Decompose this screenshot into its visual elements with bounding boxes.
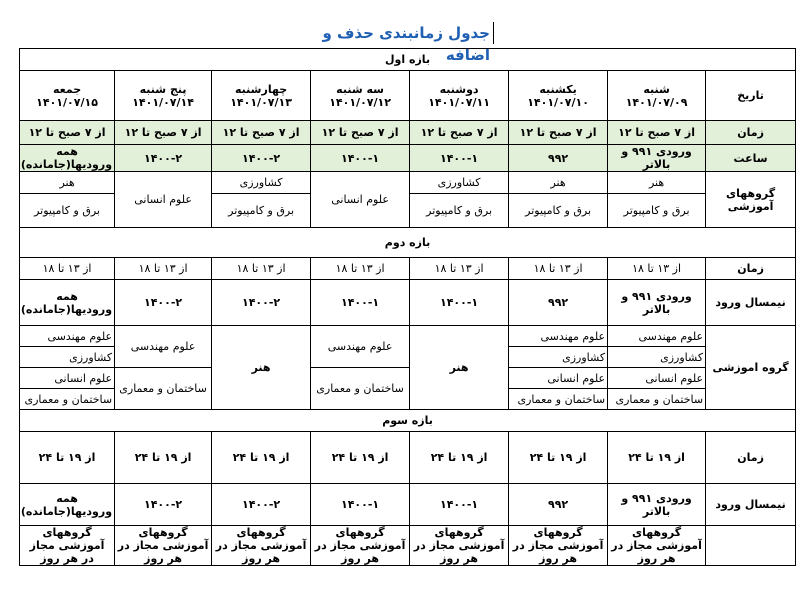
allowed-cell: گروههای آموزشی مجاز در هر روز xyxy=(608,526,706,566)
day-date: ۱۴۰۱/۰۷/۱۱ xyxy=(428,95,490,109)
date-row xyxy=(20,71,796,121)
entry-cell: ۱۴۰۰-۱ xyxy=(311,145,410,172)
period-1-title: بازه اول xyxy=(20,49,796,71)
group-cell: برق و کامپیوتر xyxy=(608,194,706,228)
time-cell: از ۷ صبح تا ۱۲ xyxy=(212,121,311,145)
time-cell: از ۱۹ تا ۲۴ xyxy=(311,432,410,484)
day-name: دوشنبه xyxy=(439,82,479,96)
allowed-cell: گروههای آموزشی مجاز در هر روز xyxy=(509,526,608,566)
allowed-cell: گروههای آموزشی مجاز در هر روز xyxy=(311,526,410,566)
semester-label: نیمسال ورود xyxy=(706,280,796,326)
group-cell: علوم انسانی xyxy=(311,172,410,228)
day-name: یکشنبه xyxy=(539,82,577,96)
p2-groups-row-c xyxy=(20,368,796,389)
time-cell: از ۱۳ تا ۱۸ xyxy=(20,258,115,280)
group-cell: علوم انسانی xyxy=(608,368,706,389)
day-name: سه شنبه xyxy=(336,82,384,96)
p3-semester-row xyxy=(20,484,796,526)
group-label: گروه اموزشی xyxy=(706,326,796,410)
group-cell: کشاورزی xyxy=(410,172,509,194)
period-3-title: بازه سوم xyxy=(20,410,796,432)
allowed-cell: گروههای آموزشی مجاز در هر روز xyxy=(212,526,311,566)
entry-cell: ورودی ۹۹۱ و بالاتر xyxy=(608,484,706,526)
page-title: جدول زمانبندی حذف و اضافه xyxy=(290,22,494,44)
entry-cell: همه ورودیها(جامانده) xyxy=(20,280,115,326)
time-cell: از ۷ صبح تا ۱۲ xyxy=(20,121,115,145)
group-cell: هنر xyxy=(20,172,115,194)
entry-cell: ورودی ۹۹۱ و بالاتر xyxy=(608,280,706,326)
entry-cell: ۱۴۰۰-۱ xyxy=(311,280,410,326)
group-cell: هنر xyxy=(608,172,706,194)
time-cell: از ۷ صبح تا ۱۲ xyxy=(608,121,706,145)
group-cell: ساختمان و معماری xyxy=(20,389,115,410)
time-cell: از ۱۳ تا ۱۸ xyxy=(311,258,410,280)
group-cell: علوم انسانی xyxy=(20,368,115,389)
p2-time-row xyxy=(20,258,796,280)
date-label: تاریخ xyxy=(706,71,796,121)
group-cell: برق و کامپیوتر xyxy=(212,194,311,228)
entry-cell: ۱۴۰۰-۲ xyxy=(115,280,212,326)
group-cell: علوم مهندسی xyxy=(20,326,115,347)
time-cell: از ۱۹ تا ۲۴ xyxy=(115,432,212,484)
time-cell: از ۱۹ تا ۲۴ xyxy=(608,432,706,484)
entry-cell: ۹۹۲ xyxy=(509,280,608,326)
time-cell: از ۱۹ تا ۲۴ xyxy=(212,432,311,484)
time-cell: از ۱۳ تا ۱۸ xyxy=(509,258,608,280)
entry-cell: ۱۴۰۰-۱ xyxy=(410,484,509,526)
group-cell: ساختمان و معماری xyxy=(608,389,706,410)
day-date: ۱۴۰۱/۰۷/۱۲ xyxy=(329,95,391,109)
group-cell: ساختمان و معماری xyxy=(115,368,212,410)
entry-cell: ۱۴۰۰-۲ xyxy=(115,145,212,172)
day-cell xyxy=(410,71,509,121)
allowed-cell: گروههای آموزشی مجاز در هر روز xyxy=(115,526,212,566)
group-cell: علوم مهندسی xyxy=(509,326,608,347)
allowed-cell: گروههای آموزشی مجاز در هر روز xyxy=(410,526,509,566)
entry-cell: ۱۴۰۰-۲ xyxy=(212,145,311,172)
time-label: زمان xyxy=(706,258,796,280)
day-date: ۱۴۰۱/۰۷/۱۳ xyxy=(230,95,292,109)
period-2-title: بازه دوم xyxy=(20,228,796,258)
allowed-cell: گروههای آموزشی مجاز در هر روز xyxy=(20,526,115,566)
entry-cell: همه ورودیها(جامانده) xyxy=(20,484,115,526)
time-label: زمان xyxy=(706,432,796,484)
group-cell: کشاورزی xyxy=(608,347,706,368)
time-cell: از ۱۹ تا ۲۴ xyxy=(410,432,509,484)
group-cell: ساختمان و معماری xyxy=(311,368,410,410)
day-date: ۱۴۰۱/۰۷/۱۵ xyxy=(36,95,98,109)
time-cell: از ۱۳ تا ۱۸ xyxy=(608,258,706,280)
group-cell: کشاورزی xyxy=(20,347,115,368)
p3-time-row xyxy=(20,432,796,484)
entry-cell: ۱۴۰۰-۱ xyxy=(311,484,410,526)
day-cell xyxy=(115,71,212,121)
day-cell xyxy=(509,71,608,121)
p2-groups-row-a xyxy=(20,326,796,347)
time-cell: از ۷ صبح تا ۱۲ xyxy=(509,121,608,145)
time-cell: از ۷ صبح تا ۱۲ xyxy=(410,121,509,145)
day-name: پنج شنبه xyxy=(139,82,187,96)
group-cell: علوم مهندسی xyxy=(608,326,706,347)
time-cell: از ۱۳ تا ۱۸ xyxy=(410,258,509,280)
p2-semester-row xyxy=(20,280,796,326)
entry-cell: ۱۴۰۰-۲ xyxy=(115,484,212,526)
day-name: چهارشنبه xyxy=(235,82,288,96)
group-cell: برق و کامپیوتر xyxy=(509,194,608,228)
group-cell: هنر xyxy=(410,326,509,410)
groups-label: گروههای آموزشی xyxy=(706,172,796,228)
p1-groups-row-a xyxy=(20,172,796,194)
group-cell: برق و کامپیوتر xyxy=(410,194,509,228)
time-cell: از ۱۳ تا ۱۸ xyxy=(115,258,212,280)
day-cell xyxy=(608,71,706,121)
day-date: ۱۴۰۱/۰۷/۰۹ xyxy=(625,95,688,109)
group-cell: کشاورزی xyxy=(509,347,608,368)
period-1-header-row xyxy=(20,49,796,71)
day-cell xyxy=(212,71,311,121)
group-cell: برق و کامپیوتر xyxy=(20,194,115,228)
entry-cell: ۱۴۰۰-۲ xyxy=(212,280,311,326)
entry-cell: ورودی ۹۹۱ و بالاتر xyxy=(608,145,706,172)
schedule-table xyxy=(19,48,796,566)
time-cell: از ۱۳ تا ۱۸ xyxy=(212,258,311,280)
day-cell xyxy=(311,71,410,121)
entry-cell: ۹۹۲ xyxy=(509,145,608,172)
day-name: جمعه xyxy=(52,82,82,96)
group-cell: علوم انسانی xyxy=(115,172,212,228)
time-cell: از ۷ صبح تا ۱۲ xyxy=(311,121,410,145)
p1-hour-row xyxy=(20,145,796,172)
entry-cell: ۱۴۰۰-۲ xyxy=(212,484,311,526)
group-cell: هنر xyxy=(212,326,311,410)
group-cell: ساختمان و معماری xyxy=(509,389,608,410)
entry-cell: ۱۴۰۰-۱ xyxy=(410,280,509,326)
empty-cell xyxy=(706,526,796,566)
p3-allowed-row xyxy=(20,526,796,566)
day-date: ۱۴۰۱/۰۷/۱۰ xyxy=(527,95,589,109)
entry-cell: همه ورودیها(جامانده) xyxy=(20,145,115,172)
period-2-header-row xyxy=(20,228,796,258)
period-3-header-row xyxy=(20,410,796,432)
time-label: زمان xyxy=(706,121,796,145)
group-cell: کشاورزی xyxy=(212,172,311,194)
group-cell: علوم مهندسی xyxy=(115,326,212,368)
group-cell: علوم مهندسی xyxy=(311,326,410,368)
group-cell: علوم انسانی xyxy=(509,368,608,389)
semester-label: نیمسال ورود xyxy=(706,484,796,526)
time-cell: از ۱۹ تا ۲۴ xyxy=(509,432,608,484)
day-date: ۱۴۰۱/۰۷/۱۴ xyxy=(132,95,194,109)
day-name: شنبه xyxy=(643,82,670,96)
time-cell: از ۷ صبح تا ۱۲ xyxy=(115,121,212,145)
entry-cell: ۱۴۰۰-۱ xyxy=(410,145,509,172)
entry-cell: ۹۹۲ xyxy=(509,484,608,526)
hour-label: ساعت xyxy=(706,145,796,172)
time-cell: از ۱۹ تا ۲۴ xyxy=(20,432,115,484)
group-cell: هنر xyxy=(509,172,608,194)
p1-time-row xyxy=(20,121,796,145)
day-cell xyxy=(20,71,115,121)
